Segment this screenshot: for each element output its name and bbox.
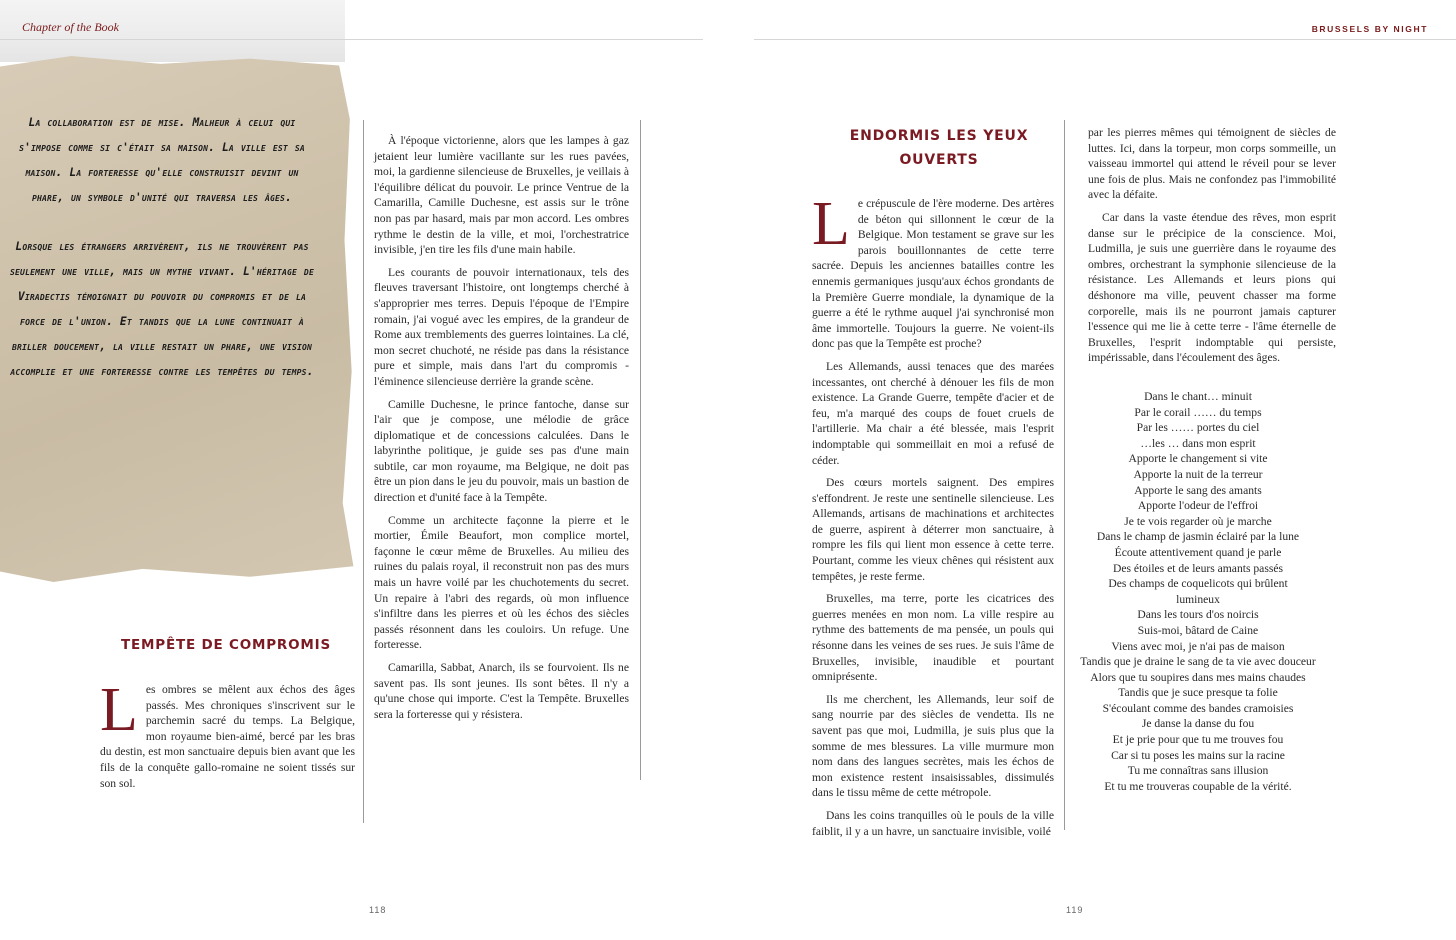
poem	[1080, 389, 1316, 794]
poem-line: Apporte le changement si vite	[1128, 452, 1268, 466]
parchment-paragraph-2: Lorsque les étrangers arrivèrent, ils ne trouvèrent pas seulement une ville, mais un mythe vivant. L'héritage de Viradectis témoignait du pouvoir du compromis et de la force de l'union. Et tandis que la lune continuait à briller doucement, la ville restait un phare, une vision accomplie et une forteresse contre les tempêtes du temps.	[10, 240, 314, 378]
poem-line: Dans le chant… minuit	[1144, 390, 1252, 403]
poem-line: Dans les tours d'os noircis	[1137, 608, 1259, 622]
poem-line: Écoute attentivement quand je parle	[1114, 545, 1282, 559]
column-right-page-2	[1088, 125, 1336, 373]
page-number-left: 118	[369, 905, 387, 915]
poem-line: Je danse la danse du fou	[1141, 717, 1255, 731]
poem-line: Tu me connaîtras sans illusion	[1127, 764, 1269, 778]
paragraph: À l'époque victorienne, alors que les lampes à gaz jetaient leur lumière vacillante sur les rues pavées, moi, la gardienne silencieuse de Bruxelles, je veillais à l'équilibre délicat du pouvoir. Le prince Ventrue de la Camarilla, Camille Duchesne, est assis sur le trône non pas par hasard, mais par mon accord. Les ombres rythme le destin de la ville, et moi, l'orchestratrice invisible, j'en tire les fils d'une main habile.	[374, 134, 629, 257]
poem-line: Car si tu poses les mains sur la racine	[1111, 748, 1285, 762]
paragraph: Dans les coins tranquilles où le pouls de la ville faiblit, il y a un havre, un sanctuaire invisible, voilé	[812, 808, 1054, 838]
page-number-right: 119	[1066, 905, 1084, 915]
parchment-paragraph-1: La collaboration est de mise. Malheur à celui qui s'impose comme si c'était sa maison. La ville est sa maison. La forteresse qu'elle construisit devint un phare, un symbole d'unité qui traversa les âges.	[19, 116, 305, 204]
column-rule-right	[1064, 120, 1065, 830]
parchment-text	[8, 110, 316, 408]
poem-line: …les … dans mon esprit	[1140, 436, 1256, 450]
section-title-endormis: ENDORMIS LES YEUX OUVERTS	[849, 128, 1029, 168]
dropcap-right: L	[812, 190, 850, 258]
poem-line: Par le corail …… du temps	[1134, 405, 1262, 419]
intro-block-left	[100, 676, 355, 798]
poem-line: Tandis que je draine le sang de ta vie avec douceur	[1080, 655, 1316, 669]
paragraph: Car dans la vaste étendue des rêves, mon esprit danse sur le précipice de la conscience. Moi, Ludmilla, je suis une guerrière dans le royaume des ombres, orchestrant la symphonie silencieuse de la résistance. Les Allemands et leurs pions qui déshonore ma ville, peuvent chasser ma forme corporelle, mais ils ne pourront jamais capturer l'essence qui me lie à cette terre - l'âme éternelle de Bruxelles, l'esprit indomptable qui persiste, impérissable, dans l'écoulement des âges.	[1088, 210, 1336, 365]
poem-line: Alors que tu soupires dans mes mains chaudes	[1090, 670, 1306, 684]
intro-text-left: es ombres se mêlent aux échos des âges passés. Mes chroniques s'inscrivent sur le parchemin sacré du temps. La Belgique, mon royaume bien-aimé, bercé par les bras du destin, est mon sanctuaire depuis bien avant que les fils de la conquête gallo-romaine ne soient tissés sur son sol.	[100, 683, 355, 790]
paragraph: e crépuscule de l'ère moderne. Des artères de béton qui sillonnent le cœur de la Belgique. Mon testament se grave sur les parois bouillonnantes de cette terre sacrée. Depuis les anciennes batailles contre les ennemis germaniques jusqu'aux échos grondants de la Première Guerre mondiale, la dynamique de la guerre a été le rythme auquel j'ai synchronisé mon âme immortelle. Toujours la guerre. Ne voient-ils donc pas que la Tempête est proche?	[812, 197, 1054, 351]
poem-line: Je te vois regarder où je marche	[1124, 514, 1272, 528]
paragraph: par les pierres mêmes qui témoignent de siècles de luttes. Ici, dans la torpeur, mon corps sommeille, un vaisseau immortel qui attend le réveil pour se lever une fois de plus. Mais ne confondez pas l'immobilité avec la défaite.	[1088, 126, 1336, 202]
poem-line: Viens avec moi, je n'ai pas de maison	[1111, 639, 1285, 653]
column-rule-left-2	[640, 120, 641, 780]
poem-line: Dans le champ de jasmin éclairé par la lune	[1096, 530, 1300, 544]
running-header-right: BRUSSELS BY NIGHT	[1311, 24, 1428, 34]
paragraph: Les courants de pouvoir internationaux, tels des fleuves traversant l'histoire, ont longtemps cherché à s'approprier mes terres. Depuis l'époque de l'Empire romain, j'ai vogué avec les empires, de la grandeur de Rome aux tremblements des guerres lointaines. La clé, mon secret chuchoté, ne réside pas dans la résistance pure et simple, mais dans l'art du compromis - l'éminence silencieuse derrière la grande scène.	[374, 265, 629, 388]
paragraph: Camarilla, Sabbat, Anarch, ils se fourvoient. Ils ne savent pas. Ils sont jeunes. Ils sont bêtes. Il n'y a qu'une chose qui importe. C'est la Tempête. Bruxelles sera la forteresse qui y résistera.	[374, 661, 629, 721]
dropcap-left: L	[100, 676, 138, 744]
poem-line: Tandis que je suce presque ta folie	[1118, 686, 1278, 700]
poem-line: Des champs de coquelicots qui brûlent	[1108, 577, 1288, 591]
poem-line: Apporte la nuit de la terreur	[1133, 467, 1263, 481]
column-rule-left-1	[363, 120, 364, 823]
poem-line: S'écoulant comme des bandes cramoisies	[1102, 701, 1294, 715]
poem-line: Et tu me trouveras coupable de la vérité.	[1104, 779, 1292, 793]
running-header-left: Chapter of the Book	[22, 20, 119, 34]
paragraph: Des cœurs mortels saignent. Des empires s'effondrent. Je reste une sentinelle silencieuse. Les Allemands, artisans de machinations et architectes de guerre, aspirent à déterrer mon sanctuaire, à rompre les fils qui lient mon essence à cette terre. Pourtant, comme les vieux chênes qui résistent aux tempêtes, je reste ferme.	[812, 476, 1054, 583]
poem-line: Apporte l'odeur de l'effroi	[1137, 499, 1259, 513]
header-rule-right	[754, 39, 1456, 40]
header-rule-left	[0, 39, 703, 40]
poem-line: Par les …… portes du ciel	[1136, 421, 1260, 435]
paragraph: Les Allemands, aussi tenaces que des marées incessantes, ont cherché à dénouer les fils de mon existence. La Grande Guerre, tempête d'acier et de feu, m'a marqué des coups de fouet cruels de l'artillerie. Ma chair a été blessée, mais l'esprit indomptable qui sommeillait en moi a refusé de céder.	[812, 359, 1054, 467]
poem-line: lumineux	[1176, 592, 1220, 606]
poem-line: Apporte le sang des amants	[1134, 483, 1262, 497]
column-right-page-1	[812, 190, 1054, 846]
paragraph: Ils me cherchent, les Allemands, leur soif de sang nourrie par des siècles de vendetta. Ils ne savent pas que moi, Ludmilla, je suis plus que la somme de mes blessures. La ville murmure mon nom dans des langues secrètes, mais les échos de mon existence restent insaisissables, dissimulés dans le tissu même de cette métropole.	[812, 692, 1054, 800]
paragraph: Bruxelles, ma terre, porte les cicatrices des guerres menées en mon nom. La ville respire au rythme des battements de ma pensée, un pouls qui résonne dans les veines de ses rues. Je suis l'âme de Bruxelles, invisible, inaudible et pourtant omniprésente.	[812, 592, 1054, 684]
poem-line: Des étoiles et de leurs amants passés	[1113, 561, 1283, 575]
poem-line: Et je prie pour que tu me trouves fou	[1112, 733, 1284, 747]
poem-line: Suis-moi, bâtard de Caine	[1137, 623, 1259, 637]
section-title-tempete: TEMPÊTE DE COMPROMIS	[120, 637, 331, 653]
paragraph: Comme un architecte façonne la pierre et le mortier, Émile Beaufort, mon complice mortel, façonne le cœur même de Bruxelles. Au milieu des ruines du palais royal, il reconstruit non pas des murs mais un havre voilé par les chuchotements du secret. Un repaire à l'abri des regards, où mon influence s'infiltre dans les pierres et où les échos des siècles passés résonnent dans les couloirs. Un refuge. Une forteresse.	[374, 513, 629, 652]
column-left-page	[374, 133, 629, 729]
paragraph: Camille Duchesne, le prince fantoche, danse sur l'air que je compose, une mélodie de grâce diplomatique et de concessions calculées. Dans le labyrinthe politique, je guide ses pas d'une main subtile, car mon royaume, ma Belgique, ne doit pas être un pion dans le jeu du pouvoir, mais un bastion de direction et d'unité face à la Tempête.	[374, 397, 629, 505]
